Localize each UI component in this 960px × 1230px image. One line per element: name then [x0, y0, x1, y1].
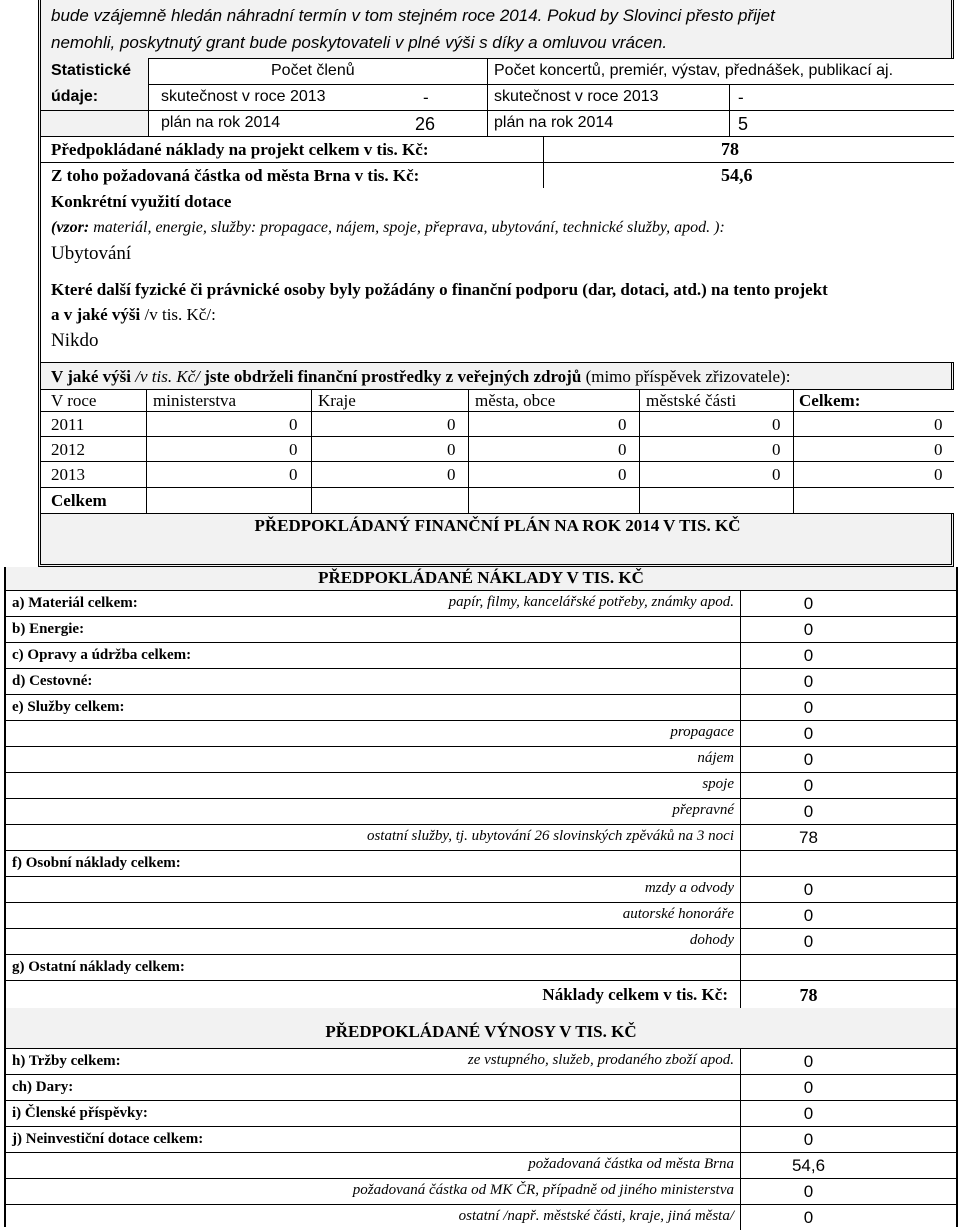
- revenue-description: ostatní /např. městské části, kraje, jiná města/: [458, 1208, 734, 1224]
- expense-description: spoje: [702, 776, 734, 792]
- revenue-description: ze vstupného, služeb, prodaného zboží apod.: [467, 1052, 734, 1068]
- expense-label: g) Ostatní náklady celkem:: [12, 959, 185, 975]
- intro-line-2: nemohli, poskytnutý grant bude poskytovateli v plné výši s díky a omluvou vrácen.: [51, 33, 668, 52]
- table-cell: 0: [618, 440, 627, 459]
- table-cell: 0: [934, 415, 943, 434]
- table-row-year: 2013: [51, 465, 85, 484]
- col-region: Kraje: [318, 391, 356, 410]
- expense-label: d) Cestovné:: [12, 673, 93, 689]
- financial-plan-form: [4, 567, 958, 1227]
- table-total-label: Celkem: [51, 491, 107, 510]
- expense-value: 0: [803, 880, 814, 899]
- revenue-value: 0: [803, 1130, 814, 1149]
- revenue-label: ch) Dary:: [12, 1079, 74, 1095]
- expense-value: 0: [803, 724, 814, 743]
- expense-row: [6, 590, 956, 616]
- requested-amount-label: Z toho požadovaná částka od města Brna v tis. Kč:: [51, 166, 420, 185]
- events-header: Počet koncertů, premiér, výstav, přednášek, publikací aj.: [494, 62, 894, 79]
- expense-label: c) Opravy a údržba celkem:: [12, 647, 192, 663]
- events-actual-label: skutečnost v roce 2013: [494, 88, 659, 105]
- usage-heading: Konkrétní využití dotace: [51, 192, 232, 211]
- expense-label: e) Služby celkem:: [12, 699, 125, 715]
- table-cell: 0: [618, 415, 627, 434]
- expense-value: 0: [803, 698, 814, 717]
- revenue-value: 0: [803, 1182, 814, 1201]
- events-actual-value: -: [738, 88, 744, 107]
- expense-value: 0: [803, 594, 814, 613]
- expense-label: a) Materiál celkem:: [12, 595, 138, 611]
- col-district: městské části: [646, 391, 737, 410]
- revenue-description: požadovaná částka od MK ČR, případně od jiného ministerstva: [352, 1182, 734, 1198]
- members-plan-value: 26: [415, 114, 436, 134]
- revenue-description: požadovaná částka od města Brna: [528, 1156, 734, 1172]
- members-plan-label: plán na rok 2014: [161, 114, 281, 131]
- table-cell: 0: [772, 415, 781, 434]
- expense-description: dohody: [689, 932, 734, 948]
- expense-description: mzdy a odvody: [644, 880, 734, 896]
- expense-row: [6, 668, 956, 694]
- expense-value: 0: [803, 750, 814, 769]
- table-cell: 0: [447, 415, 456, 434]
- expense-row: [6, 694, 956, 720]
- expense-row: [6, 772, 956, 798]
- table-cell: 0: [447, 440, 456, 459]
- expense-value: 0: [803, 620, 814, 639]
- revenue-row: [6, 1178, 956, 1204]
- table-cell: 0: [289, 440, 298, 459]
- revenue-value: 54,6: [791, 1156, 826, 1175]
- revenue-label: h) Tržby celkem:: [12, 1053, 121, 1069]
- col-ministry: ministerstva: [153, 391, 237, 410]
- expense-description: ostatní služby, tj. ubytování 26 slovinských zpěváků na 3 noci: [366, 828, 734, 844]
- col-total: Celkem:: [799, 391, 861, 410]
- others-question-2: a v jaké výši /v tis. Kč/:: [51, 305, 216, 324]
- table-cell: 0: [447, 465, 456, 484]
- public-funds-heading: V jaké výši /v tis. Kč/ jste obdrželi finanční prostředky z veřejných zdrojů (mimo příspěvek zřizovatele):: [51, 367, 791, 386]
- revenue-row: [6, 1126, 956, 1152]
- table-row-year: 2012: [51, 440, 85, 459]
- requested-amount-value: 54,6: [721, 165, 753, 185]
- members-actual-value: -: [423, 88, 429, 107]
- table-row-year: 2011: [51, 415, 85, 434]
- events-plan-value: 5: [738, 114, 749, 134]
- expense-description: nájem: [697, 750, 734, 766]
- revenue-label: i) Členské příspěvky:: [12, 1105, 148, 1121]
- revenue-row: [6, 1074, 956, 1100]
- table-cell: 0: [934, 465, 943, 484]
- total-costs-label: Předpokládané náklady na projekt celkem v tis. Kč:: [51, 140, 429, 159]
- table-cell: 0: [772, 465, 781, 484]
- project-form-upper: [38, 0, 954, 567]
- intro-line-1: bude vzájemně hledán náhradní termín v tom stejném roce 2014. Pokud by Slovinci přesto přijet: [51, 6, 775, 25]
- col-year: V roce: [51, 391, 97, 410]
- stats-label: Statistické: [51, 62, 132, 79]
- expenses-total-label: Náklady celkem v tis. Kč:: [542, 985, 728, 1004]
- revenue-value: 0: [803, 1104, 814, 1123]
- table-cell: 0: [618, 465, 627, 484]
- expense-value: 0: [803, 802, 814, 821]
- expense-description: papír, filmy, kancelářské potřeby, známky apod.: [448, 594, 734, 610]
- expense-value: 0: [803, 906, 814, 925]
- expense-value: 0: [803, 646, 814, 665]
- expense-row: [6, 954, 956, 980]
- expense-value: 0: [803, 932, 814, 951]
- events-plan-label: plán na rok 2014: [494, 114, 614, 131]
- total-costs-value: 78: [721, 139, 739, 159]
- revenue-row: [6, 1100, 956, 1126]
- expense-row: [6, 902, 956, 928]
- table-cell: 0: [289, 415, 298, 434]
- expenses-title: PŘEDPOKLÁDANÉ NÁKLADY V TIS. KČ: [318, 568, 644, 587]
- col-city: města, obce: [475, 391, 556, 410]
- stats-label-2: údaje:: [51, 88, 99, 105]
- revenue-value: 0: [803, 1052, 814, 1071]
- expense-row: [6, 850, 956, 876]
- revenues-title: PŘEDPOKLÁDANÉ VÝNOSY V TIS. KČ: [325, 1022, 637, 1041]
- revenue-label: j) Neinvestiční dotace celkem:: [12, 1131, 204, 1147]
- others-question: Které další fyzické či právnické osoby byly požádány o finanční podporu (dar, dotaci, atd.) na tento projekt: [51, 280, 828, 299]
- expense-row: [6, 928, 956, 954]
- others-answer: Nikdo: [51, 330, 99, 351]
- expense-value: 78: [799, 828, 818, 847]
- expense-row: [6, 876, 956, 902]
- expense-row: [6, 720, 956, 746]
- expense-description: autorské honoráře: [622, 906, 734, 922]
- expense-label: f) Osobní náklady celkem:: [12, 855, 181, 871]
- revenue-value: 0: [803, 1078, 814, 1097]
- expense-value: 0: [803, 672, 814, 691]
- usage-hint: (vzor: materiál, energie, služby: propagace, nájem, spoje, přeprava, ubytování, technické služby, apod. ):: [51, 219, 725, 236]
- expenses-total-row: [6, 980, 956, 1008]
- revenue-row: [6, 1152, 956, 1178]
- revenue-value: 0: [803, 1208, 814, 1227]
- members-actual-label: skutečnost v roce 2013: [161, 88, 326, 105]
- table-cell: 0: [772, 440, 781, 459]
- table-cell: 0: [289, 465, 298, 484]
- expense-row: [6, 746, 956, 772]
- expense-description: propagace: [670, 724, 734, 740]
- financial-plan-title: PŘEDPOKLÁDANÝ FINANČNÍ PLÁN NA ROK 2014 V TIS. KČ: [254, 516, 741, 535]
- expense-row: [6, 798, 956, 824]
- expense-row: [6, 642, 956, 668]
- expense-row: [6, 616, 956, 642]
- revenue-row: [6, 1204, 956, 1230]
- members-header: Počet členů: [271, 62, 355, 79]
- expense-value: 0: [803, 776, 814, 795]
- table-cell: 0: [934, 440, 943, 459]
- revenue-row: [6, 1048, 956, 1074]
- expense-description: přepravné: [672, 802, 734, 818]
- expenses-total-value: 78: [799, 985, 818, 1005]
- expense-row: [6, 824, 956, 850]
- expense-label: b) Energie:: [12, 621, 85, 637]
- usage-value: Ubytování: [51, 243, 132, 264]
